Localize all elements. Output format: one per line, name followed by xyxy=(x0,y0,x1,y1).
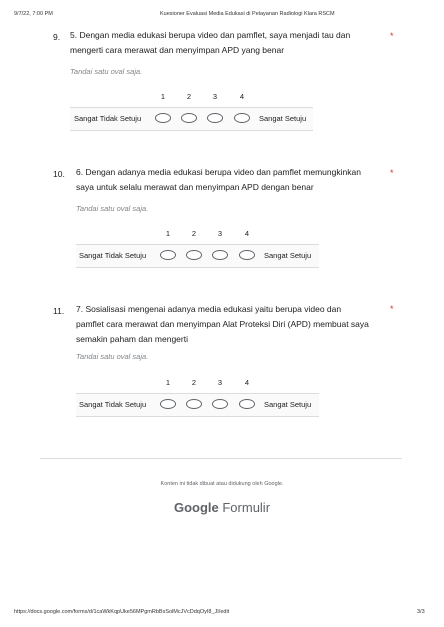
print-url: https://docs.google.com/forms/d/1caWkKqpUke56MPgmRbBsSolMcJVcDdqOyI8_JI/edit xyxy=(14,609,230,615)
google-wordmark: Google xyxy=(173,500,219,515)
scale-number: 2 xyxy=(186,92,192,101)
scale-number: 2 xyxy=(191,378,197,387)
scale-low-label: Sangat Tidak Setuju xyxy=(79,400,147,409)
scale-high-label: Sangat Setuju xyxy=(264,400,312,409)
section-divider xyxy=(40,458,402,459)
scale-low-label: Sangat Tidak Setuju xyxy=(79,251,147,260)
question-text xyxy=(76,165,381,195)
google-disclaimer: Konten ini tidak dibuat atau didukung oleh Google. xyxy=(160,481,284,487)
question-line: mengerti cara merawat dan menyimpan APD yang benar xyxy=(70,45,285,55)
print-datetime: 9/7/22, 7:00 PM xyxy=(14,11,53,17)
scale-number: 4 xyxy=(244,229,250,238)
scale-option-1-oval[interactable] xyxy=(155,113,171,123)
question-number: 10. xyxy=(53,169,65,179)
scale-number: 1 xyxy=(165,378,171,387)
question-text xyxy=(70,28,380,58)
scale-option-3-oval[interactable] xyxy=(207,113,223,123)
required-asterisk: * xyxy=(390,31,394,41)
required-asterisk: * xyxy=(390,168,394,178)
question-line: 5. Dengan media edukasi berupa video dan pamflet, saya menjadi tau dan xyxy=(70,30,351,40)
scale-high-label: Sangat Setuju xyxy=(264,251,312,260)
scale-option-2-oval[interactable] xyxy=(186,399,202,409)
scale-option-3-oval[interactable] xyxy=(212,399,228,409)
scale-high-label: Sangat Setuju xyxy=(259,114,307,123)
question-text xyxy=(76,302,388,347)
scale-number: 1 xyxy=(160,92,166,101)
scale-option-1-oval[interactable] xyxy=(160,250,176,260)
hint-text: Tandai satu oval saja. xyxy=(76,352,149,361)
question-line: saya untuk selalu merawat dan menyimpan APD dengan benar xyxy=(76,182,314,192)
question-line: 6. Dengan adanya media edukasi berupa video dan pamflet memungkinkan xyxy=(76,167,361,177)
scale-number: 4 xyxy=(239,92,245,101)
scale-low-label: Sangat Tidak Setuju xyxy=(74,114,142,123)
scale-option-2-oval[interactable] xyxy=(186,250,202,260)
scale-number: 1 xyxy=(165,229,171,238)
print-page-number: 3/3 xyxy=(417,609,425,615)
question-number: 11. xyxy=(53,306,65,316)
scale-number: 3 xyxy=(212,92,218,101)
print-title: Kuesioner Evaluasi Media Edukasi di Pelayanan Radiologi Klara RSCM xyxy=(160,11,335,17)
scale-option-2-oval[interactable] xyxy=(181,113,197,123)
forms-wordmark: Formulir xyxy=(222,500,271,515)
scale-option-1-oval[interactable] xyxy=(160,399,176,409)
hint-text: Tandai satu oval saja. xyxy=(70,67,143,76)
scale-option-4-oval[interactable] xyxy=(239,250,255,260)
scale-option-4-oval[interactable] xyxy=(239,399,255,409)
question-line: pamflet cara merawat dan menyimpan Alat Proteksi Diri (APD) membuat saya xyxy=(76,319,369,329)
google-forms-logo[interactable] xyxy=(0,500,444,515)
scale-number: 2 xyxy=(191,229,197,238)
question-line: 7. Sosialisasi mengenai adanya media edukasi yaitu berupa video dan xyxy=(76,304,342,314)
question-line: semakin paham dan mengerti xyxy=(76,334,188,344)
scale-option-4-oval[interactable] xyxy=(234,113,250,123)
scale-option-3-oval[interactable] xyxy=(212,250,228,260)
question-number: 9. xyxy=(53,32,61,42)
scale-number: 3 xyxy=(217,229,223,238)
required-asterisk: * xyxy=(390,304,394,314)
hint-text: Tandai satu oval saja. xyxy=(76,204,149,213)
scale-number: 4 xyxy=(244,378,250,387)
scale-number: 3 xyxy=(217,378,223,387)
